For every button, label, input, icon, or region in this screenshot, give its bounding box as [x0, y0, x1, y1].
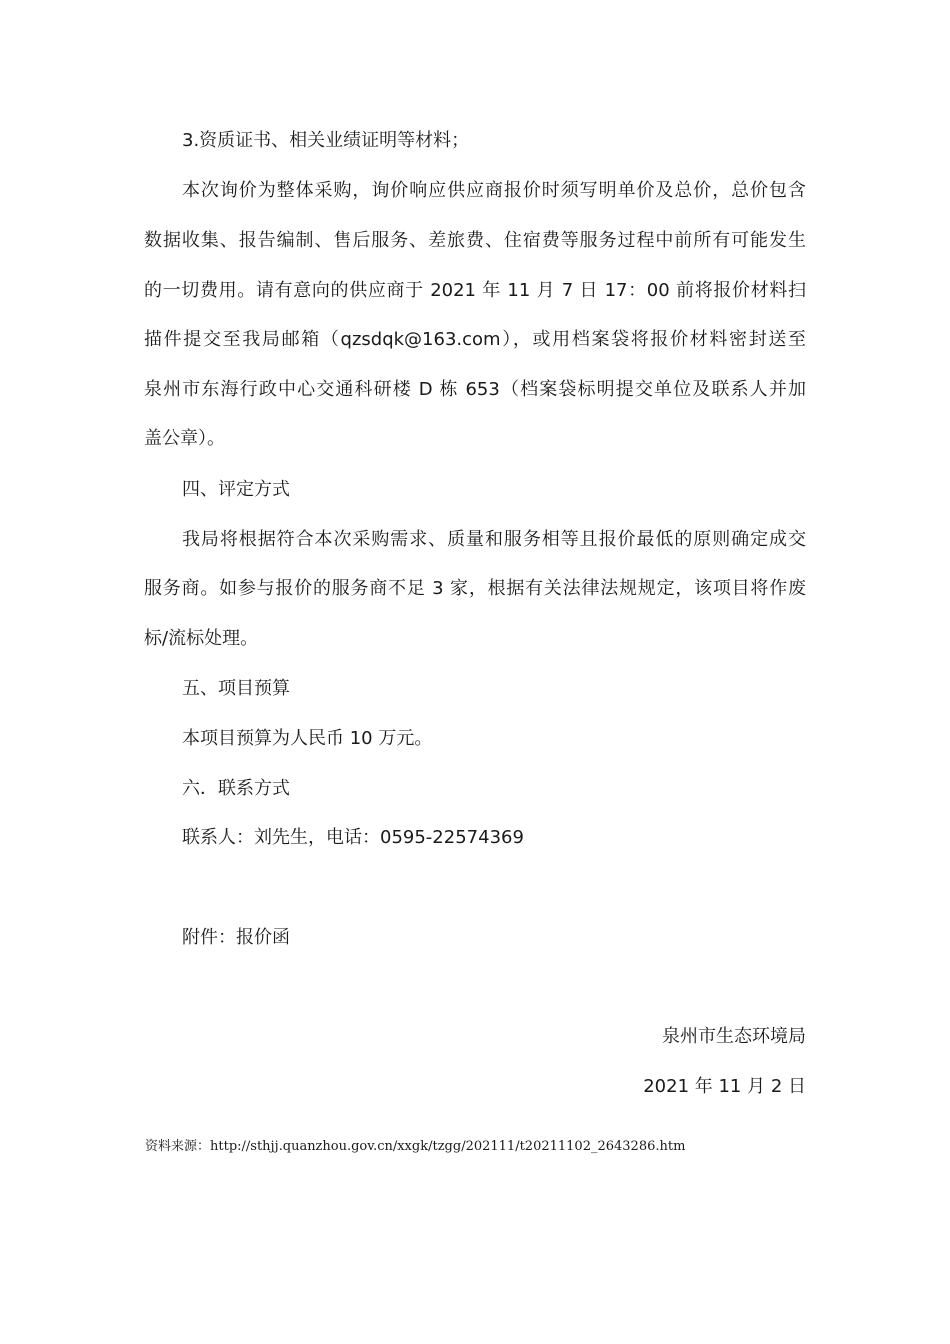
signature-date: 2021 年 11 月 2 日	[643, 1076, 806, 1097]
item-3-text: 3.资质证书、相关业绩证明等材料；	[182, 130, 470, 151]
source-footnote: 资料来源：http://sthjj.quanzhou.gov.cn/xxgk/tzgg/202111/t20211102_2643286.htm	[145, 1139, 686, 1154]
evaluation-line-3: 标/流标处理。	[144, 628, 259, 649]
procurement-line-2: 数据收集、报告编制、售后服务、差旅费、住宿费等服务过程中前所有可能发生	[144, 230, 806, 251]
procurement-line-4: 描件提交至我局邮箱（qzsdqk@163.com），或用档案袋将报价材料密封送至	[144, 329, 806, 350]
section-4-heading: 四、评定方式	[182, 479, 290, 500]
signature-organization: 泉州市生态环境局	[662, 1026, 806, 1047]
budget-text: 本项目预算为人民币 10 万元。	[182, 728, 433, 749]
evaluation-line-1: 我局将根据符合本次采购需求、质量和服务相等且报价最低的原则确定成交	[182, 529, 806, 550]
evaluation-line-2: 服务商。如参与报价的服务商不足 3 家，根据有关法律法规规定，该项目将作废	[144, 578, 806, 599]
section-5-heading: 五、项目预算	[182, 678, 290, 699]
procurement-line-5: 泉州市东海行政中心交通科研楼 D 栋 653（档案袋标明提交单位及联系人并加	[144, 379, 806, 400]
procurement-line-3: 的一切费用。请有意向的供应商于 2021 年 11 月 7 日 17：00 前将报价材料扫	[144, 280, 806, 301]
section-6-heading: 六．联系方式	[182, 778, 290, 799]
attachment-text: 附件：报价函	[182, 927, 290, 948]
contact-text: 联系人：刘先生，电话：0595-22574369	[182, 827, 524, 848]
procurement-line-6: 盖公章）。	[144, 428, 225, 449]
procurement-line-1: 本次询价为整体采购，询价响应供应商报价时须写明单价及总价，总价包含	[182, 180, 806, 201]
